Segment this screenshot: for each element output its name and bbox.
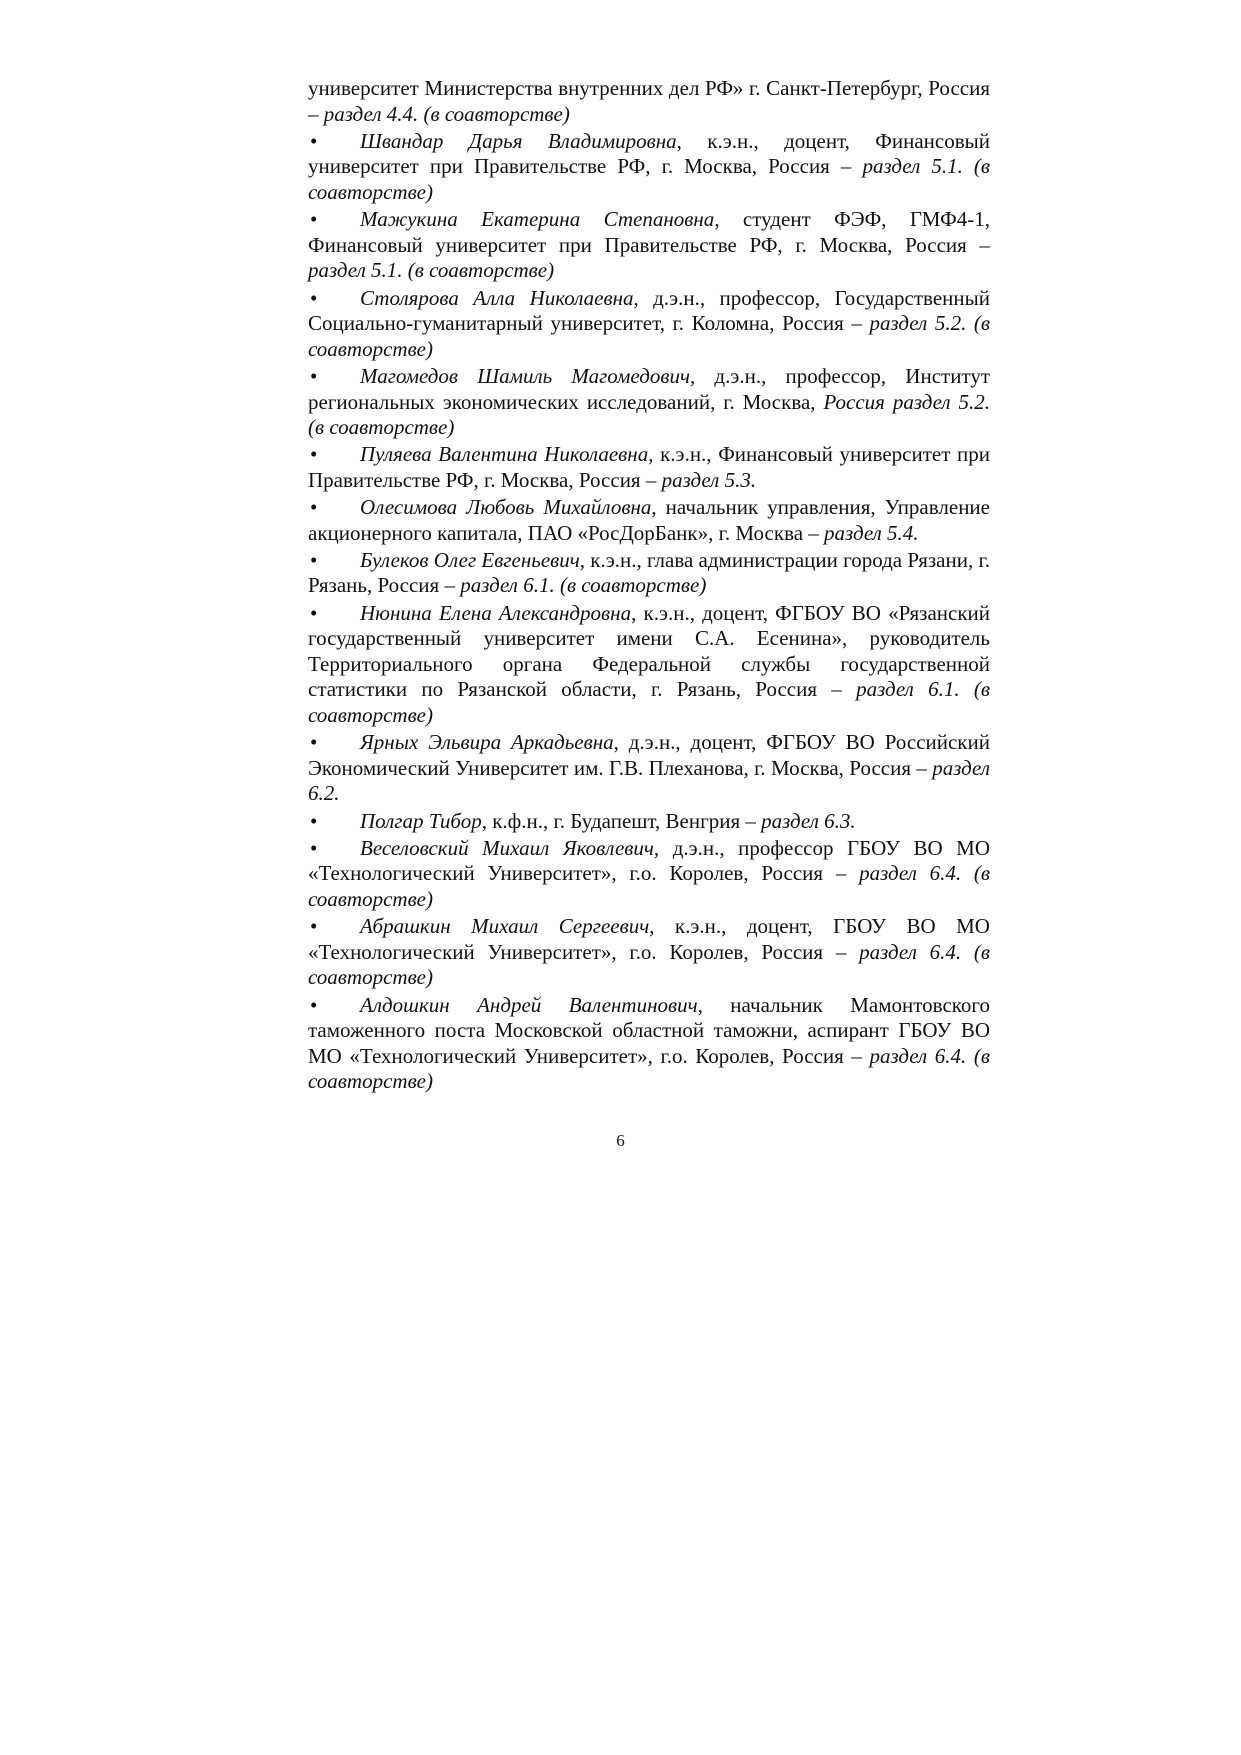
author-section: раздел 6.2.: [308, 755, 990, 806]
bullet-icon: [308, 914, 360, 940]
bullet-icon: [308, 836, 360, 862]
author-entry: [308, 129, 990, 206]
author-details: , начальник управления, Управление акционерного капитала, ПАО «РосДорБанк», г. Москва –: [308, 495, 990, 545]
author-section: раздел 6.4. (в соавторстве): [308, 1043, 990, 1094]
author-details: , к.э.н., доцент, Финансовый университет при Правительстве РФ, г. Москва, Россия –: [308, 128, 990, 179]
author-entry: [308, 495, 990, 546]
author-entry: [308, 836, 990, 913]
author-entry: [308, 914, 990, 991]
author-details: , к.э.н., доцент, ГБОУ ВО МО «Технологический Университет», г.о. Королев, Россия –: [308, 914, 990, 964]
bullet-icon: [308, 442, 360, 468]
bullet-icon: [308, 286, 360, 312]
author-name: Веселовский Михаил Яковлевич,: [360, 835, 660, 860]
author-entry: [308, 730, 990, 807]
author-details: , д.э.н., доцент, ФГБОУ ВО Российский Экономический Университет им. Г.В. Плеханова, г. Москва, Россия –: [308, 730, 990, 780]
author-section: Россия раздел 5.2. (в соавторстве): [308, 389, 990, 440]
bullet-icon: [308, 601, 360, 627]
author-name: Полгар Тибор: [360, 808, 482, 833]
author-details: , д.э.н., профессор, Государственный Социально-гуманитарный университет, г. Коломна, Россия –: [308, 285, 990, 336]
author-section: раздел 5.1. (в соавторстве): [308, 258, 555, 283]
bullet-icon: [308, 129, 360, 155]
author-details: , студент ФЭФ, ГМФ4-1, Финансовый университет при Правительстве РФ, г. Москва, Россия –: [308, 207, 990, 257]
author-name: Нюнина Елена Александровна: [360, 600, 632, 625]
intro-paragraph: [308, 76, 990, 127]
author-name: Абрашкин Михаил Сергеевич: [360, 914, 650, 939]
author-details: , д.э.н., профессор, Институт региональных экономических исследований, г. Москва,: [308, 363, 991, 414]
author-name: Пуляева Валентина Николаевна: [360, 442, 649, 467]
bullet-icon: [308, 207, 360, 233]
bullet-icon: [308, 809, 360, 835]
author-entry: [308, 548, 990, 599]
author-name: Алдошкин Андрей Валентинович: [360, 992, 698, 1017]
document-page: [308, 76, 990, 1096]
author-name: Швандар Дарья Владимировна: [360, 128, 677, 153]
intro-text: университет Министерства внутренних дел РФ» г. Санкт-Петербург, Россия –: [308, 76, 990, 126]
author-section: раздел 6.1. (в соавторстве): [460, 573, 707, 598]
author-section: раздел 5.3.: [661, 467, 757, 492]
author-entry: [308, 442, 990, 493]
author-details: , начальник Мамонтовского таможенного поста Московской областной таможни, аспирант ГБОУ ВО МО «Технологический Университет», г.о. Королев, Россия –: [308, 992, 990, 1068]
author-section: раздел 6.3.: [761, 808, 856, 833]
author-section: раздел 6.4. (в соавторстве): [308, 939, 991, 990]
author-section: раздел 6.4. (в соавторстве): [308, 861, 991, 911]
intro-section: раздел 4.4. (в соавторстве): [323, 101, 570, 126]
author-name: Столярова Алла Николаевна: [360, 285, 634, 310]
bullet-icon: [308, 730, 360, 756]
author-section: раздел 6.1. (в соавторстве): [308, 677, 990, 727]
author-entry: [308, 286, 990, 363]
bullet-icon: [308, 993, 360, 1019]
bullet-icon: [308, 495, 360, 521]
author-details: , к.э.н., доцент, ФГБОУ ВО «Рязанский государственный университет имени С.А. Есенина», руководитель Территориального органа Федеральной службы государственной статистики по Рязанской области, г. Рязань, Россия –: [308, 600, 990, 702]
page-number: 6: [616, 1131, 625, 1150]
author-name: Магомедов Шамиль Магомедович: [360, 363, 690, 388]
author-entry: [308, 364, 990, 441]
author-details: , к.ф.н., г. Будапешт, Венгрия –: [481, 808, 762, 833]
bullet-icon: [308, 548, 360, 574]
author-section: раздел 5.1. (в соавторстве): [308, 154, 991, 204]
author-section: раздел 5.4.: [824, 520, 919, 545]
author-name: Мажукина Екатерина Степановна: [360, 207, 715, 232]
author-details: к.э.н., глава администрации города Рязани, г. Рязань, Россия –: [308, 547, 990, 598]
author-entry: [308, 809, 990, 835]
bullet-icon: [308, 364, 360, 390]
author-entry: [308, 601, 990, 729]
author-name: Ярных Эльвира Аркадьевна: [360, 730, 614, 755]
author-section: раздел 5.2. (в соавторстве): [308, 311, 991, 361]
author-name: Олесимова Любовь Михайловна: [360, 495, 652, 520]
author-details: д.э.н., профессор ГБОУ ВО МО «Технологический Университет», г.о. Королев, Россия –: [308, 835, 990, 886]
author-entry: [308, 207, 990, 284]
author-details: , к.э.н., Финансовый университет при Правительстве РФ, г. Москва, Россия –: [308, 442, 991, 492]
author-entry: [308, 993, 990, 1095]
author-name: Булеков Олег Евгеньевич,: [360, 547, 586, 572]
